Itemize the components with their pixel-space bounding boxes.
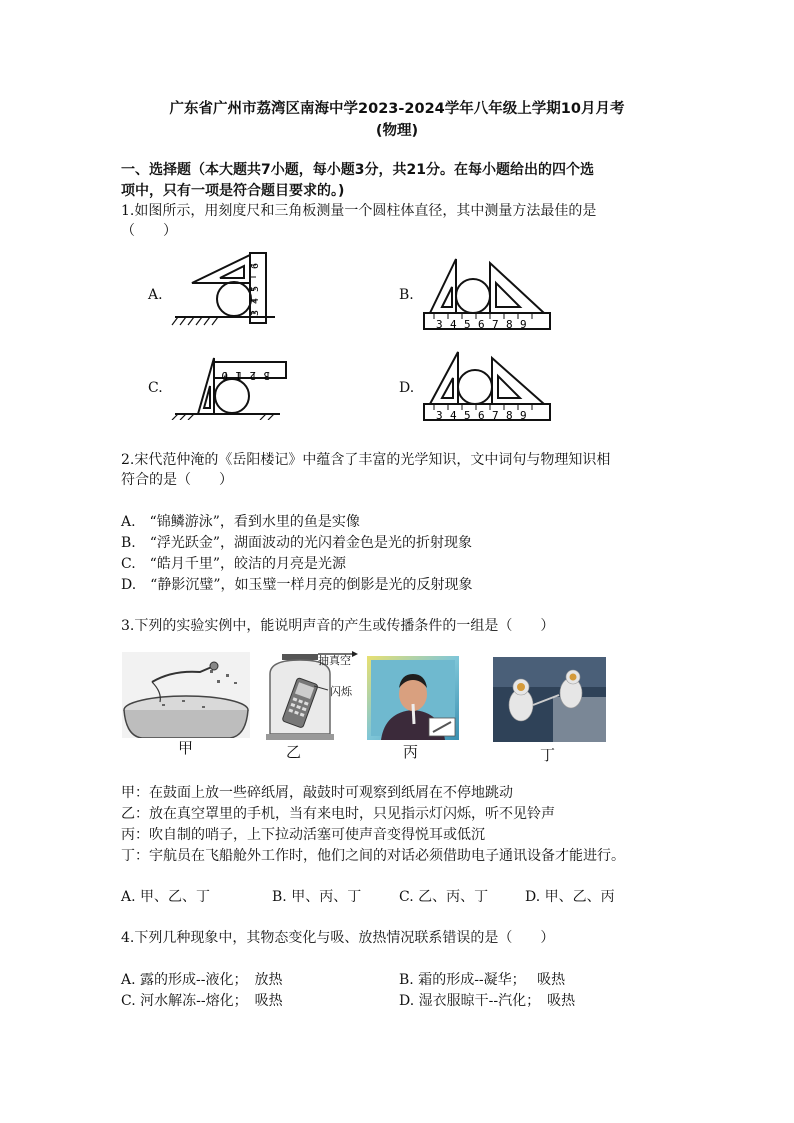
ruler-d-tick-6: 6	[478, 409, 485, 422]
section-heading-line1: 一、选择题（本大题共7小题，每小题3分，共21分。在每小题给出的四个选	[121, 162, 594, 178]
ruler-c-tick-0: 0	[221, 369, 228, 382]
q3-desc-yi: 乙：放在真空罩里的手机，当有来电时，只见指示灯闪烁，听不见铃声	[121, 806, 555, 822]
q1-option-c-label: C.	[148, 380, 163, 396]
q2-stem-line1: 2.宋代范仲淹的《岳阳楼记》中蕴含了丰富的光学知识，文中词句与物理知识相	[121, 452, 611, 468]
ruler-a-tick-4: 4	[250, 297, 261, 304]
q1-option-d-label: D.	[399, 380, 415, 396]
ruler-a-tick-3: 3	[250, 309, 261, 316]
q2-option-b: B. “浮光跃金”，湖面波动的光闪着金色是光的折射现象	[121, 535, 473, 551]
ruler-d-tick-4: 4	[450, 409, 457, 422]
q3-desc-ding: 丁：宇航员在飞船舱外工作时，他们之间的对话必须借助电子通讯设备才能进行。	[121, 848, 625, 864]
q3-vacuum-label: 抽真空	[318, 654, 351, 667]
q3-desc-jia: 甲：在鼓面上放一些碎纸屑，敲鼓时可观察到纸屑在不停地跳动	[121, 785, 513, 801]
q3-stem: 3.下列的实验实例中，能说明声音的产生或传播条件的一组是（ ）	[121, 618, 555, 634]
q3-image-yi-bell-jar	[262, 646, 372, 742]
ruler-d-tick-8: 8	[506, 409, 513, 422]
q2-stem-line2: 符合的是（ ）	[121, 472, 233, 488]
q4-option-a: A. 露的形成--液化； 放热	[121, 972, 283, 988]
ruler-b-tick-8: 8	[506, 318, 513, 331]
q4-option-d: D. 湿衣服晾干--汽化； 吸热	[399, 993, 576, 1009]
q1-figure-b	[420, 255, 555, 335]
section-heading-line2: 项中，只有一项是符合题目要求的。)	[121, 183, 345, 199]
q1-figure-d	[420, 348, 555, 428]
q2-option-c: C. “皓月千里”，皎洁的月亮是光源	[121, 556, 346, 572]
q3-desc-bing: 丙：吹自制的哨子，上下拉动活塞可使声音变得悦耳或低沉	[121, 827, 485, 843]
q1-option-a-label: A.	[148, 287, 163, 303]
ruler-d-tick-5: 5	[464, 409, 471, 422]
q3-label-bing: 丙	[403, 743, 419, 761]
ruler-b-tick-7: 7	[492, 318, 499, 331]
page-title: 广东省广州市荔湾区南海中学2023-2024学年八年级上学期10月月考	[169, 101, 625, 117]
q4-option-c: C. 河水解冻--熔化； 吸热	[121, 993, 283, 1009]
q3-label-ding: 丁	[540, 746, 556, 764]
q3-option-b: B. 甲、丙、丁	[272, 889, 362, 905]
q3-image-bing-whistle	[367, 656, 459, 740]
ruler-d-tick-7: 7	[492, 409, 499, 422]
q1-option-b-label: B.	[399, 287, 414, 303]
ruler-b-tick-6: 6	[478, 318, 485, 331]
q3-image-ding-astronauts	[493, 657, 606, 742]
q1-stem-line2: （ ）	[121, 223, 177, 239]
ruler-b-tick-5: 5	[464, 318, 471, 331]
ruler-b-tick-3: 3	[436, 318, 443, 331]
ruler-b-tick-9: 9	[520, 318, 527, 331]
page-subtitle: (物理)	[375, 123, 419, 139]
q3-option-d: D. 甲、乙、丙	[525, 889, 615, 905]
q3-label-yi: 乙	[286, 743, 302, 761]
q2-option-a: A. “锦鳞游泳”，看到水里的鱼是实像	[121, 514, 360, 530]
q3-option-c: C. 乙、丙、丁	[399, 889, 489, 905]
ruler-b-tick-4: 4	[450, 318, 457, 331]
ruler-d-tick-9: 9	[520, 409, 527, 422]
q4-option-b: B. 霜的形成--凝华； 吸热	[399, 972, 566, 988]
ruler-a-tick-6: 6	[250, 262, 261, 269]
q2-option-d: D. “静影沉璧”，如玉璧一样月亮的倒影是光的反射现象	[121, 577, 473, 593]
q3-image-jia-drum	[122, 652, 250, 738]
q1-stem-line1: 1.如图所示，用刻度尺和三角板测量一个圆柱体直径，其中测量方法最佳的是	[121, 203, 597, 219]
q3-label-jia: 甲	[178, 739, 194, 757]
ruler-a-tick-5: 5	[250, 285, 261, 292]
q4-stem: 4.下列几种现象中，其物态变化与吸、放热情况联系错误的是（ ）	[121, 930, 555, 946]
q1-figure-c	[170, 350, 295, 420]
q1-figure-a	[170, 245, 280, 335]
q3-flash-label: 闪烁	[330, 685, 352, 698]
q3-option-a: A. 甲、乙、丁	[121, 889, 211, 905]
ruler-c-tick-2: 2	[249, 369, 256, 382]
ruler-c-tick-1: 1	[235, 369, 242, 382]
ruler-c-tick-3: 3	[263, 369, 270, 382]
ruler-d-tick-3: 3	[436, 409, 443, 422]
